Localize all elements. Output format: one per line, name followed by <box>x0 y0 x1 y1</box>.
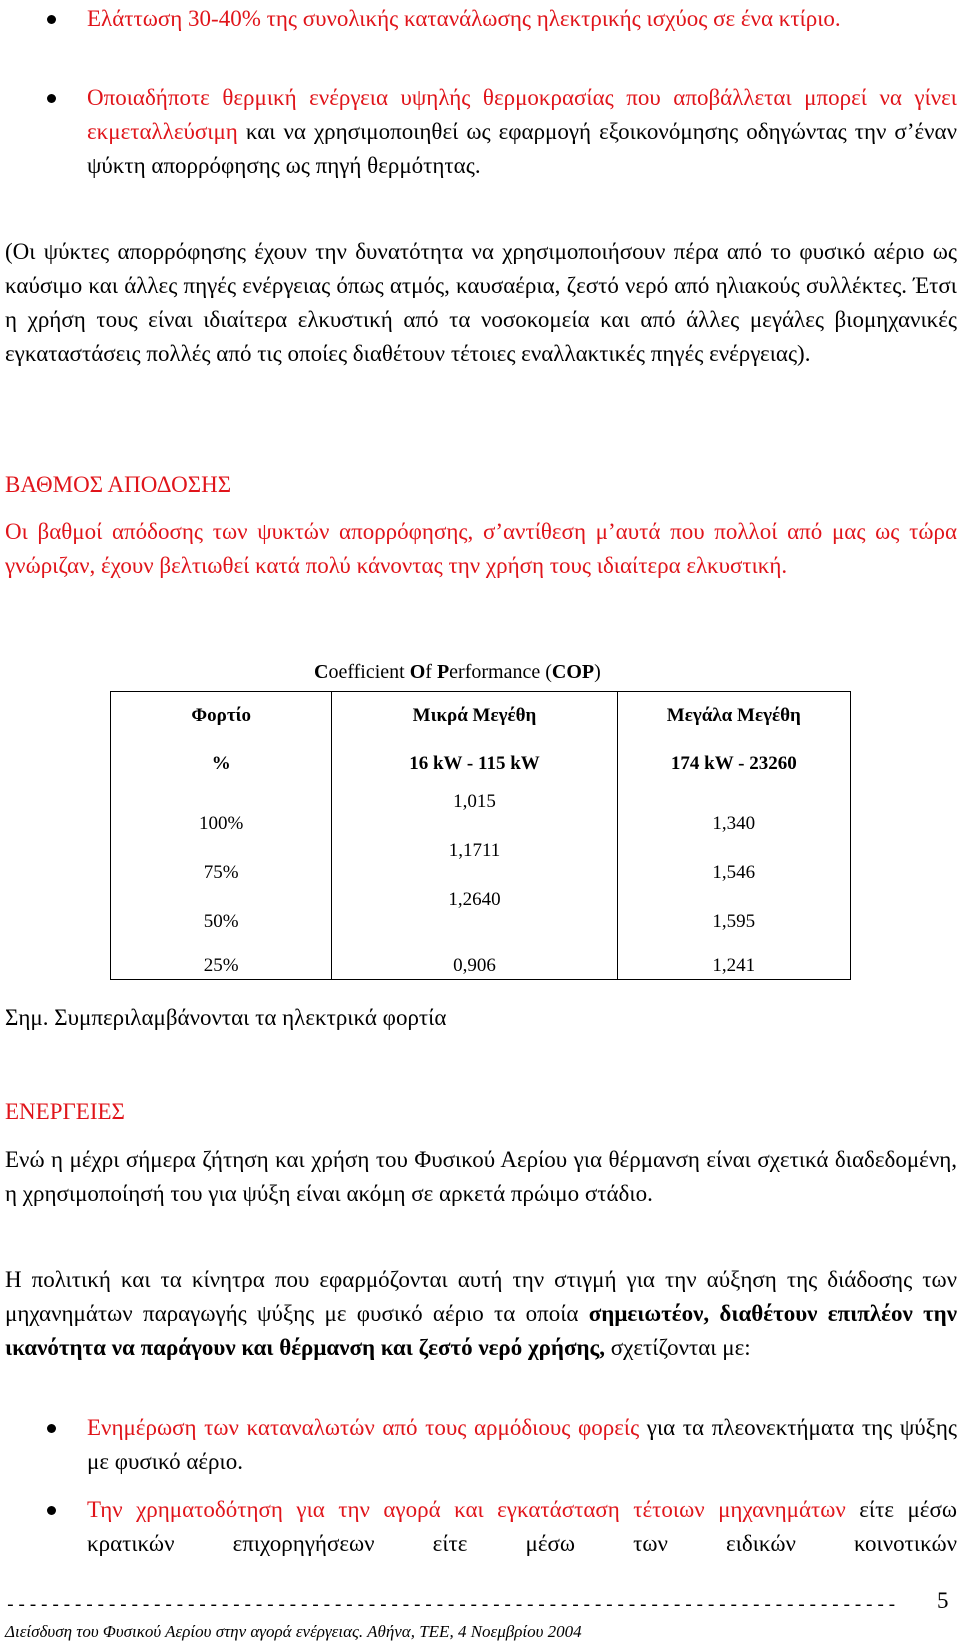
caption-part: C <box>314 661 329 683</box>
cell-large <box>617 886 850 935</box>
paragraph-efficiency: Οι βαθμοί απόδοσης των ψυκτών απορρόφησης, σ’αντίθεση μ’αυτά που πολλοί από μας ως τώρα γνώριζαν, έχουν βελτιωθεί κατά πολύ κάνοντας την χρήση τους ιδιαίτερα ελκυστική. <box>5 519 957 578</box>
cop-table <box>110 691 851 980</box>
bullet-list-item <box>47 1411 957 1479</box>
cell-small <box>332 788 617 837</box>
table-row <box>111 886 851 935</box>
cell-load: 25% <box>111 935 332 980</box>
header-small: Μικρά Μεγέθη <box>332 692 617 741</box>
cell-text: 1,340 <box>712 812 756 834</box>
header-load: Φορτίο <box>111 692 332 741</box>
footer-text: Διείσδυση του Φυσικού Αερίου στην αγορά ενέργειας. Αθήνα, ΤΕΕ, 4 Νοεμβρίου 2004 <box>5 1622 582 1641</box>
cell-text: 1,2640 <box>448 888 501 910</box>
cell-load <box>111 788 332 837</box>
section-heading-efficiency: ΒΑΘΜΟΣ ΑΠΟΔΟΣΗΣ <box>5 472 232 497</box>
bullet-red-text: Ενημέρωση των καταναλωτών από τους αρμόδιους φορείς <box>87 1415 640 1440</box>
caption-part: f <box>425 661 437 683</box>
para-text: σχετίζονται με: <box>605 1335 751 1360</box>
bullet-list-item <box>47 2 957 36</box>
bullet-dot <box>47 1506 56 1515</box>
cell-large: 1,241 <box>617 935 850 980</box>
cell-small <box>332 886 617 935</box>
caption-part: oefficient <box>328 661 410 683</box>
cell-text: 100% <box>199 812 244 834</box>
caption-part: P <box>436 661 450 683</box>
cell-small: 0,906 <box>332 935 617 980</box>
cell-large <box>617 837 850 886</box>
unit-small: 16 kW - 115 kW <box>332 740 617 788</box>
cell-load <box>111 886 332 935</box>
bullet-black-text: για τα πλεονεκτήματα της ψύξης με φυσικό αέριο. <box>87 1415 957 1474</box>
bullet-black-text: και να χρησιμοποιηθεί ως εφαρμογή εξοικονόμησης οδηγώντας την σ’έναν ψύκτη απορρόφησης ως πηγή θερμότητας. <box>87 119 957 178</box>
unit-load: % <box>111 740 332 788</box>
bullet-dot <box>47 15 56 24</box>
table-row <box>111 788 851 837</box>
header-large: Μεγάλα Μεγέθη <box>617 692 850 741</box>
paragraph-actions-2 <box>5 1263 957 1365</box>
para-text: Η πολιτική και τα κίνητρα που εφαρμόζονται αυτή την στιγμή για την αύξηση της διάδοσης των μηχανημάτων παραγωγής ψύξης με φυσικό αέριο τα οποία <box>5 1267 957 1326</box>
footer-rule: ------------------------------------------------------------------------------- <box>5 1596 898 1616</box>
bullet-black-text: είτε μέσω κρατικών επιχορηγήσεων είτε μέσω των ειδικών κοινοτικών <box>87 1497 957 1556</box>
cell-text: 1,595 <box>712 910 756 932</box>
caption-part: COP <box>551 661 595 683</box>
caption-part: O <box>409 661 426 683</box>
table-unit-row <box>111 740 851 788</box>
bullet-list-item <box>47 1493 957 1561</box>
bullet-text <box>87 1411 957 1479</box>
bullet-text <box>87 81 957 183</box>
bullet-dot <box>47 94 56 103</box>
cell-text: 1,546 <box>712 861 756 883</box>
caption-part: erformance ( <box>449 661 552 683</box>
table-row <box>111 935 851 980</box>
table-row <box>111 837 851 886</box>
cell-text: 1,1711 <box>448 839 501 861</box>
bullet-red-text: Την χρηματοδότηση για την αγορά και εγκατάσταση τέτοιων μηχανημάτων <box>87 1497 846 1522</box>
bullet-dot <box>47 1424 56 1433</box>
bullet-text <box>87 1493 957 1561</box>
cell-small <box>332 837 617 886</box>
bullet-text: Ελάττωση 30-40% της συνολικής κατανάλωσης ηλεκτρικής ισχύος σε ένα κτίριο. <box>87 6 841 31</box>
para-bold-text: σημειωτέον, διαθέτουν επιπλέον την ικανότητα να παράγουν και θέρμανση και ζεστό νερό χρήσης, <box>5 1301 957 1360</box>
page-number: 5 <box>937 1588 949 1613</box>
table-note: Σημ. Συμπεριλαμβάνονται τα ηλεκτρικά φορτία <box>5 1005 447 1030</box>
bullet-list-item <box>47 81 957 183</box>
paragraph-actions-1: Ενώ η μέχρι σήμερα ζήτηση και χρήση του Φυσικού Αερίου για θέρμανση είναι σχετικά διαδεδομένη, η χρησιμοποίησή του για ψύξη είναι ακόμη σε αρκετά πρώιμο στάδιο. <box>5 1147 957 1206</box>
section-heading-actions: ΕΝΕΡΓΕΙΕΣ <box>5 1099 125 1124</box>
cell-text: 1,015 <box>453 790 496 812</box>
table-header-row <box>111 692 851 741</box>
cell-text: 50% <box>203 910 239 932</box>
cell-large <box>617 788 850 837</box>
caption-part: ) <box>594 661 601 683</box>
cell-load <box>111 837 332 886</box>
bullet-red-text: Οποιαδήποτε θερμική ενέργεια υψηλής θερμοκρασίας που αποβάλλεται μπορεί να γίνει εκμεταλλεύσιμη <box>87 85 957 144</box>
unit-large: 174 kW - 23260 <box>617 740 850 788</box>
cell-text: 75% <box>203 861 239 883</box>
paragraph-absorption: (Οι ψύκτες απορρόφησης έχουν την δυνατότητα να χρησιμοποιήσουν πέρα από το φυσικό αέριο ως καύσιμο και άλλες πηγές ενέργειας όπως ατμός, καυσαέρια, ζεστό νερό από ηλιακούς συλλέκτες. Έτσι η χρήση τους είναι ιδιαίτερα ελκυστική από τα νοσοκομεία και από άλλες μεγάλες βιομηχανικές εγκαταστάσεις πολλές από τις οποίες διαθέτουν τέτοιες εναλλακτικές πηγές ενέργειας). <box>5 239 957 366</box>
table-caption <box>314 661 601 684</box>
